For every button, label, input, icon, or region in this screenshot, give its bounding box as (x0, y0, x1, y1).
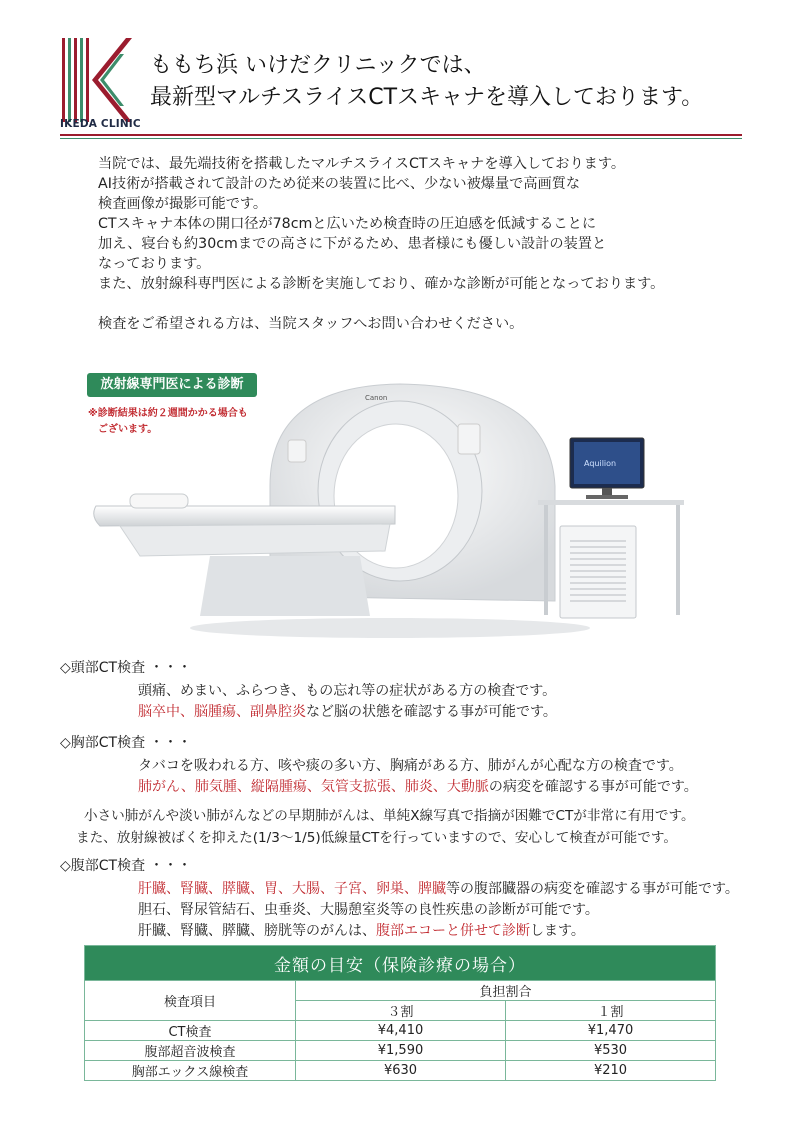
price-table-title: 金額の目安（保険診療の場合） (85, 946, 716, 981)
col-header-share: 負担割合 (296, 981, 716, 1001)
intro-line: 検査画像が撮影可能です。 (98, 196, 268, 212)
diagnosis-note-line-2: ございます。 (98, 424, 158, 435)
header-divider-green (60, 138, 742, 139)
header-divider-red (60, 134, 742, 136)
col-header-30: ３割 (296, 1001, 506, 1021)
intro-line: AI技術が搭載されて設計のため従来の装置に比べ、少ない被爆量で高画質な (98, 176, 581, 192)
intro-line: また、放射線科専門医による診断を実施しており、確かな診断が可能となっております。 (98, 276, 665, 292)
head-ct-desc: 頭痛、めまい、ふらつき、もの忘れ等の症状がある方の検査です。 (138, 683, 557, 699)
head-ct-diseases (138, 702, 557, 723)
abdomen-ct-organs (138, 879, 739, 900)
row-price-30: ¥630 (296, 1061, 506, 1081)
abdomen-ct-title: ◇腹部CT検査 ・・・ (60, 858, 192, 874)
row-price-30: ¥1,590 (296, 1041, 506, 1061)
row-item: 胸部エックス線検査 (85, 1061, 296, 1081)
chest-ct-disease-suffix: の病変を確認する事が可能です。 (488, 779, 698, 795)
row-item: CT検査 (85, 1021, 296, 1041)
chest-ct-desc: タバコを吸われる方、咳や痰の多い方、胸痛がある方、肺がんが心配な方の検査です。 (138, 758, 683, 774)
chest-ct-diseases (138, 777, 698, 798)
intro-text (98, 154, 748, 334)
intro-line: なっております。 (98, 256, 211, 272)
abdomen-ct-organ-suffix: 等の腹部臓器の病変を確認する事が可能です。 (446, 881, 739, 897)
intro-line: 加え、寝台も約30cmまでの高さに下がるため、患者様にも優しい設計の装置と (98, 236, 607, 252)
contact-line: 検査をご希望される方は、当院スタッフへお問い合わせください。 (98, 316, 524, 332)
radiologist-badge: 放射線専門医による診断 (87, 373, 257, 397)
row-price-30: ¥4,410 (296, 1021, 506, 1041)
abdomen-ct-cancer-highlight: 腹部エコーと併せて診断 (376, 923, 530, 939)
price-table (84, 945, 716, 1081)
row-item: 腹部超音波検査 (85, 1041, 296, 1061)
table-row (85, 1041, 716, 1061)
chest-ct-disease-list: 肺がん、肺気腫、縦隔腫瘍、気管支拡張、肺炎、大動脈 (138, 779, 489, 795)
chest-ct-note-2: また、放射線被ばくを抑えた(1/3～1/5)低線量CTを行っていますので、安心して検査が可能です。 (76, 830, 677, 846)
col-header-item: 検査項目 (85, 981, 296, 1021)
headline-line-2: 最新型マルチスライスCTスキャナを導入しております。 (150, 85, 704, 110)
abdomen-ct-cancer-suffix: します。 (530, 923, 585, 939)
intro-line: 当院では、最先端技術を搭載したマルチスライスCTスキャナを導入しております。 (98, 156, 626, 172)
abdomen-ct-cancer (138, 921, 585, 942)
row-price-10: ¥1,470 (506, 1021, 716, 1041)
clinic-logo-icon (60, 38, 132, 122)
head-ct-title: ◇頭部CT検査 ・・・ (60, 660, 192, 676)
col-header-10: １割 (506, 1001, 716, 1021)
table-row (85, 1021, 716, 1041)
abdomen-ct-benign: 胆石、腎尿管結石、虫垂炎、大腸憩室炎等の良性疾患の診断が可能です。 (138, 902, 599, 918)
head-ct-disease-list: 脳卒中、脳腫瘍、副鼻腔炎 (138, 704, 306, 720)
row-price-10: ¥210 (506, 1061, 716, 1081)
row-price-10: ¥530 (506, 1041, 716, 1061)
logo-text: IKEDA CLINIC (60, 118, 141, 130)
chest-ct-title: ◇胸部CT検査 ・・・ (60, 735, 192, 751)
monitor-text: Aquilion (584, 459, 617, 468)
chest-ct-note-1: 小さい肺がんや淡い肺がんなどの早期肺がんは、単純X線写真で指摘が困難でCTが非常に有用です。 (84, 808, 695, 824)
head-ct-disease-suffix: など脳の状態を確認する事が可能です。 (306, 704, 557, 720)
diagnosis-note-line-1: ※診断結果は約２週間かかる場合も (88, 408, 248, 419)
abdomen-ct-cancer-prefix: 肝臓、腎臓、膵臓、膀胱等のがんは、 (138, 923, 376, 939)
intro-line: CTスキャナ本体の開口径が78cmと広いため検査時の圧迫感を低減することに (98, 216, 597, 232)
table-row (85, 1061, 716, 1081)
diagnosis-note (88, 406, 278, 438)
abdomen-ct-organ-list: 肝臓、腎臓、膵臓、胃、大腸、子宮、卵巣、脾臓 (138, 881, 446, 897)
headline-line-1: ももち浜 いけだクリニックでは、 (150, 53, 486, 78)
scanner-brand: Canon (365, 394, 388, 402)
page-title (150, 50, 703, 114)
